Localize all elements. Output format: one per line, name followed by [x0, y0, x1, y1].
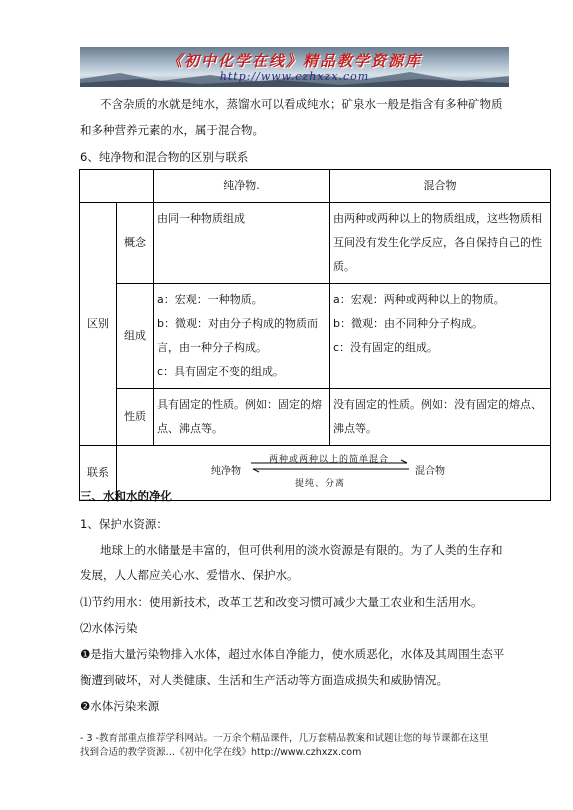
- header-pure: 纯净物.: [154, 170, 330, 203]
- composition-mix-c: c：没有固定的组成。: [333, 341, 439, 354]
- row-label-concept: 概念: [117, 203, 154, 284]
- intro-line-2: 和多种营养元素的水，属于混合物。: [80, 123, 264, 137]
- relation-pure-label: 纯净物: [211, 466, 241, 477]
- composition-pure-c: c：具有固定不变的组成。: [157, 365, 285, 378]
- concept-mix: 由两种或两种以上的物质组成，这些物质相互间没有发生化学反应，各自保持自己的性质。: [330, 203, 551, 284]
- header-banner: [80, 47, 509, 87]
- relation-arrows: [249, 459, 411, 473]
- relation-diagram-cell: [117, 446, 551, 501]
- concept-pure: 由同一种物质组成: [154, 203, 330, 284]
- composition-pure-b: b：微观：对由分子构成的物质而言，由一种分子构成。: [157, 317, 318, 354]
- composition-mix-a: a：宏观：两种或两种以上的物质。: [333, 293, 505, 306]
- page-footer: [80, 732, 550, 760]
- item-2-2: ❷水体污染来源: [80, 699, 160, 713]
- header-mix: 混合物: [330, 170, 551, 203]
- composition-mix: [330, 284, 551, 389]
- item-2-1-line-1: ❶是指大量污染物排入水体，超过水体自净能力，使水质恶化，水体及其周围生态平: [80, 647, 505, 661]
- item-1: ⑴节约用水：使用新技术，改革工艺和改变习惯可减少大量工农业和生活用水。: [80, 595, 483, 609]
- para1-line-1: 地球上的水储量是丰富的，但可供利用的淡水资源是有限的。为了人类的生存和: [100, 543, 503, 557]
- composition-mix-b: b：微观：由不同种分子构成。: [333, 317, 483, 330]
- footer-line-2: 找到合适的教学资源…《初中化学在线》http://www.czhxzx.com: [80, 747, 362, 758]
- item-2: ⑵水体污染: [80, 621, 138, 635]
- footer-line-1: - 3 -教育部重点推荐学科网站。一万余个精品课件，几万套精品教案和试题让您的每节课都在这里: [80, 733, 489, 744]
- section-3-title: 三、水和水的净化: [80, 489, 172, 503]
- composition-pure: [154, 284, 330, 389]
- para1-line-2: 发展，人人都应关心水、爱惜水、保护水。: [80, 568, 299, 582]
- arrow-right-icon: [251, 460, 407, 463]
- banner-url[interactable]: http://www.czhxzx.com: [219, 70, 370, 83]
- comparison-table: [79, 169, 551, 501]
- row-label-composition: 组成: [117, 284, 154, 389]
- composition-pure-a: a：宏观：一种物质。: [157, 293, 263, 306]
- banner-title: 《初中化学在线》精品教学资源库: [166, 52, 422, 70]
- property-mix: 没有固定的性质。例如：没有固定的熔点、沸点等。: [330, 389, 551, 446]
- section-6-title: 6、纯净物和混合物的区别与联系: [80, 150, 249, 164]
- item-2-1-line-2: 衡遭到破坏，对人类健康、生活和生产活动等方面造成损失和威胁情况。: [80, 673, 448, 687]
- table-corner-cell: [80, 170, 154, 203]
- group-label-difference: 区别: [80, 203, 117, 446]
- relation-bottom-label: 提纯、分离: [295, 479, 346, 489]
- sub-1-title: 1、保护水资源：: [80, 517, 168, 531]
- row-label-property: 性质: [117, 389, 154, 446]
- property-pure: 具有固定的性质。例如：固定的熔点、沸点等。: [154, 389, 330, 446]
- intro-line-1: 不含杂质的水就是纯水，蒸馏水可以看成纯水；矿泉水一般是指含有多种矿物质: [100, 97, 503, 111]
- row-label-relation: 联系: [80, 446, 117, 501]
- relation-diagram: [117, 448, 550, 488]
- relation-top-label: 两种或两种以上的简单混合: [269, 455, 390, 465]
- relation-mix-label: 混合物: [415, 466, 445, 477]
